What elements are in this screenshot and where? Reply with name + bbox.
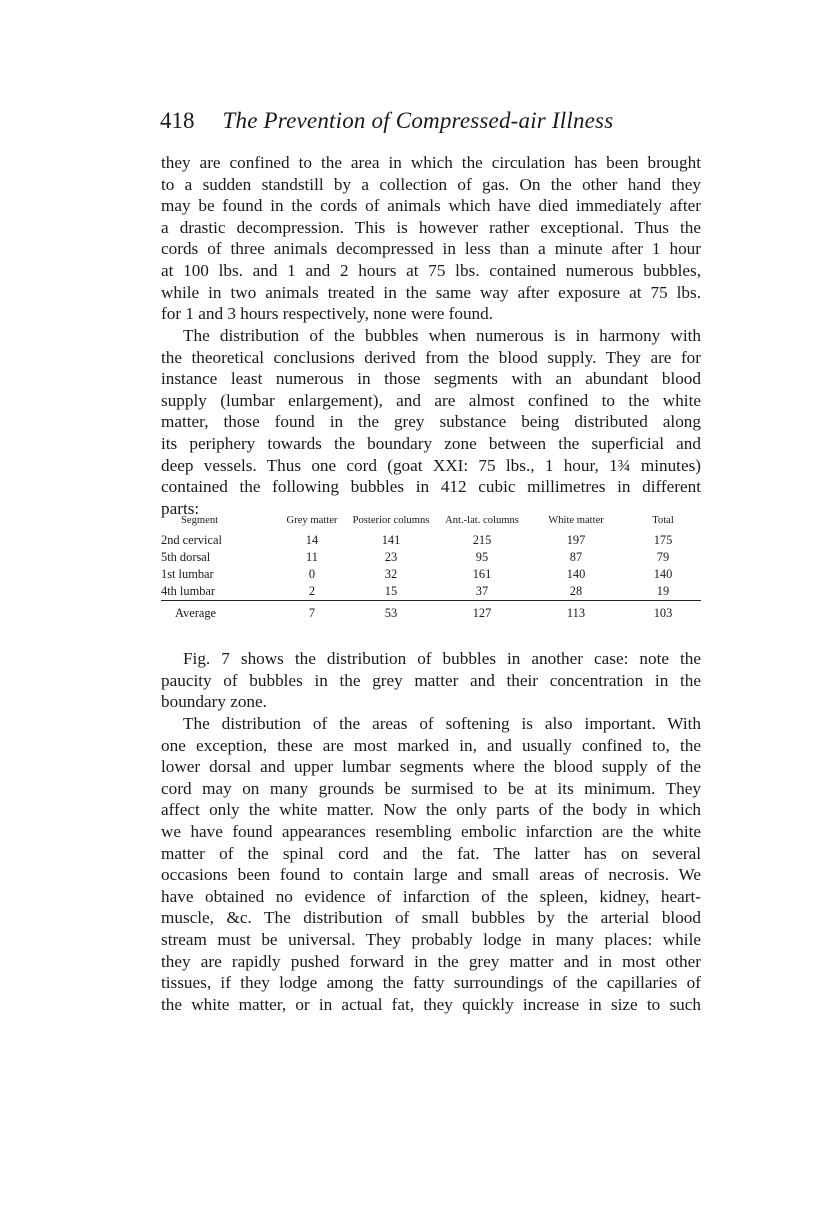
- table-row: [161, 583, 701, 601]
- text-line: for 1 and 3 hours respectively, none were found.: [161, 304, 494, 324]
- text-line: they are confined to the area in which the circulation has been brought: [161, 153, 701, 172]
- text-line: Fig. 7 shows the distribution of bubbles in another case: note the: [183, 649, 701, 668]
- column-header-label: Posterior columns: [352, 515, 430, 526]
- page-header: [160, 108, 704, 134]
- table-cell: 103: [625, 600, 701, 622]
- table-cell: 19: [656, 583, 670, 598]
- text-line: muscle, &c. The distribution of small bubbles by the arterial blood: [161, 908, 701, 928]
- text-line: occasions been found to contain large and small areas of necrosis. We: [161, 865, 701, 885]
- table-row: [161, 532, 701, 549]
- table-cell: Average: [161, 600, 279, 622]
- text-line: matter, those found in the grey substance being distributed along: [161, 412, 701, 432]
- table-row: [161, 566, 701, 583]
- column-header-white-matter: [527, 516, 625, 532]
- text-line: paucity of bubbles in the grey matter and their concentration in the: [161, 670, 701, 690]
- paragraph-2-text: [161, 325, 701, 519]
- table-header-row: [161, 516, 701, 532]
- table-cell: 175: [653, 532, 673, 547]
- column-header-label: Ant.-lat. columns: [445, 515, 519, 526]
- paragraph-2: [161, 325, 701, 519]
- table-cell: 28: [569, 583, 583, 598]
- text-line: the theoretical conclusions derived from the blood supply. They are for: [161, 347, 701, 367]
- text-line: the white matter, or in actual fat, they quickly increase in size to such: [161, 994, 701, 1014]
- text-line: have obtained no evidence of infarction of the spleen, kidney, heart-: [161, 886, 701, 906]
- bubble-distribution-table: [161, 516, 701, 622]
- text-line: The distribution of the bubbles when numerous is in harmony with: [183, 326, 701, 345]
- paragraph-3-text: [161, 648, 701, 713]
- column-header-posterior-columns: [345, 516, 437, 532]
- table-average-row: [161, 600, 701, 622]
- running-title: The Prevention of Compressed-air Illness: [222, 108, 614, 133]
- text-line: matter of the spinal cord and the fat. The latter has on several: [161, 843, 701, 863]
- paragraph-3: [161, 648, 701, 713]
- column-header-grey-matter: [279, 516, 345, 532]
- table-cell: 7: [279, 600, 345, 622]
- text-line: cords of three animals decompressed in less than a minute after 1 hour: [161, 239, 701, 259]
- text-line: we have found appearances resembling embolic infarction are the white: [161, 821, 701, 841]
- table-cell: 140: [653, 566, 673, 581]
- text-line: instance least numerous in those segments with an abundant blood: [161, 369, 701, 389]
- text-line: may be found in the cords of animals which have died immediately after: [161, 196, 701, 216]
- column-header-segment: Segment: [181, 515, 219, 526]
- text-line: cord may on many grounds be surmised to be at its minimum. They: [161, 778, 701, 798]
- table-cell: 127: [437, 600, 527, 622]
- text-line: contained the following bubbles in 412 cubic millimetres in different: [161, 477, 701, 497]
- text-line: to a sudden standstill by a collection of gas. On the other hand they: [161, 174, 701, 194]
- column-header-label: White matter: [548, 515, 604, 526]
- paragraph-4-text: [161, 713, 701, 1015]
- table-cell: 2: [308, 583, 316, 598]
- text-line: they are rapidly pushed forward in the grey matter and in most other: [161, 951, 701, 971]
- column-header-total: Total: [652, 515, 674, 526]
- table-cell: 161: [472, 566, 492, 581]
- text-line: The distribution of the areas of softening is also important. With: [183, 714, 701, 733]
- table-cell: 14: [305, 532, 319, 547]
- table-row: [161, 549, 701, 566]
- paragraph-1-text: [161, 152, 701, 325]
- text-line: parts:: [161, 498, 200, 518]
- text-line: affect only the white matter. Now the only parts of the body in which: [161, 800, 701, 820]
- text-line: deep vessels. Thus one cord (goat XXI: 75 lbs., 1 hour, 1¾ minutes): [161, 455, 701, 475]
- column-header-ant-lat-columns: [437, 516, 527, 532]
- table-cell: 141: [381, 532, 401, 547]
- page-number: 418: [160, 108, 195, 133]
- table-cell: 1st lumbar: [161, 566, 214, 581]
- paragraph-4: [161, 713, 701, 1015]
- table-cell: 4th lumbar: [161, 583, 216, 598]
- text-line: supply (lumbar enlargement), and are almost confined to the white: [161, 390, 701, 410]
- table-cell: 11: [306, 549, 318, 564]
- paragraph-1: [161, 152, 701, 325]
- table-cell: 0: [308, 566, 316, 581]
- table-cell: 15: [384, 583, 398, 598]
- text-line: one exception, these are most marked in, and usually confined to, the: [161, 735, 701, 755]
- table-cell: 37: [475, 583, 489, 598]
- text-line: at 100 lbs. and 1 and 2 hours at 75 lbs. contained numerous bubbles,: [161, 260, 701, 280]
- table-cell: 23: [384, 549, 398, 564]
- data-table: [161, 516, 701, 622]
- table-cell: 32: [384, 566, 398, 581]
- table-cell: 140: [566, 566, 586, 581]
- text-line: a drastic decompression. This is however rather exceptional. Thus the: [161, 217, 701, 237]
- table-cell: 79: [656, 549, 670, 564]
- column-header-label: Grey matter: [286, 515, 338, 526]
- table-cell: 2nd cervical: [161, 532, 222, 547]
- text-line: boundary zone.: [161, 692, 267, 712]
- text-line: its periphery towards the boundary zone between the superficial and: [161, 433, 701, 453]
- table-cell: 53: [345, 600, 437, 622]
- table-cell: 95: [475, 549, 489, 564]
- text-line: tissues, if they lodge among the fatty surroundings of the capillaries of: [161, 973, 701, 993]
- table-cell: 197: [566, 532, 586, 547]
- text-line: lower dorsal and upper lumbar segments where the blood supply of the: [161, 757, 701, 777]
- table-cell: 5th dorsal: [161, 549, 211, 564]
- text-line: while in two animals treated in the same way after exposure at 75 lbs.: [161, 282, 701, 302]
- table-cell: 215: [472, 532, 492, 547]
- text-line: stream must be universal. They probably lodge in many places: while: [161, 929, 701, 949]
- table-cell: 113: [527, 600, 625, 622]
- table-cell: 87: [569, 549, 583, 564]
